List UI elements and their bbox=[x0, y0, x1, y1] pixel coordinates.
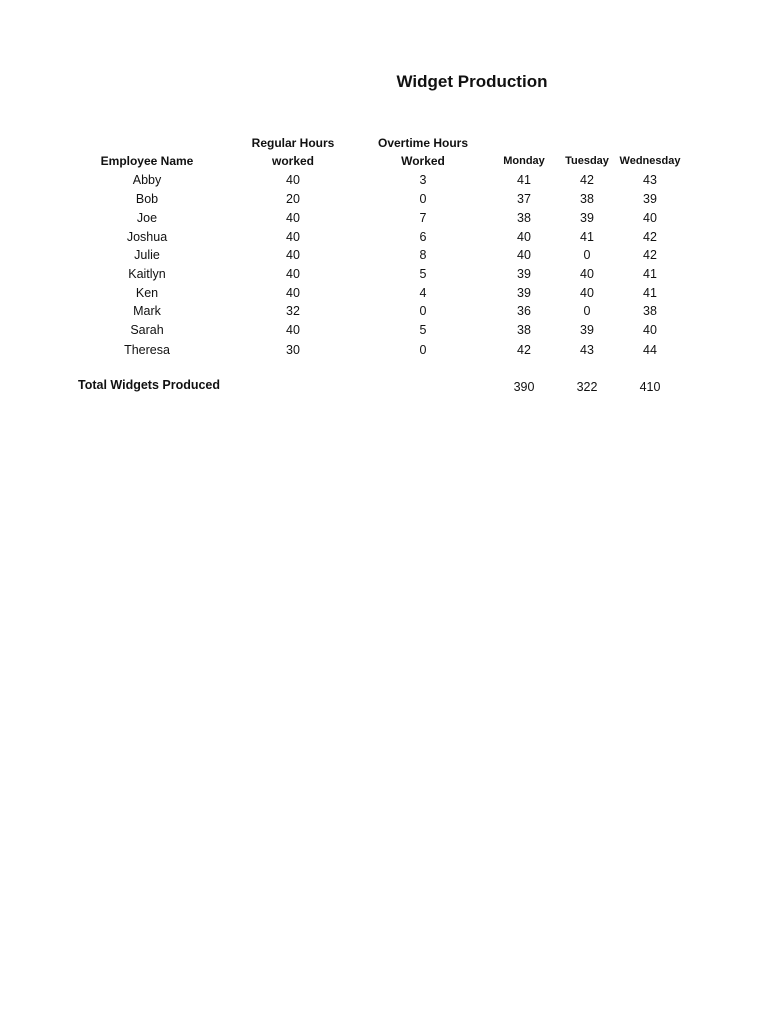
overtime-hours-cell: 7 bbox=[419, 211, 427, 225]
table-row bbox=[0, 209, 768, 227]
monday-cell: 40 bbox=[517, 248, 531, 262]
tuesday-cell: 0 bbox=[583, 248, 591, 262]
wednesday-cell: 44 bbox=[643, 343, 657, 357]
monday-cell: 36 bbox=[517, 304, 531, 318]
overtime-hours-cell: 0 bbox=[419, 343, 427, 357]
tuesday-cell: 0 bbox=[583, 304, 591, 318]
wednesday-cell: 41 bbox=[643, 267, 657, 281]
table-row bbox=[0, 265, 768, 283]
table-row bbox=[0, 246, 768, 264]
overtime-hours-cell: 3 bbox=[419, 173, 427, 187]
regular-hours-cell: 40 bbox=[286, 323, 300, 337]
tuesday-cell: 42 bbox=[580, 173, 594, 187]
monday-cell: 40 bbox=[517, 230, 531, 244]
employee-name-cell: Mark bbox=[133, 304, 161, 318]
table-row bbox=[0, 302, 768, 320]
regular-hours-cell: 20 bbox=[286, 192, 300, 206]
total-tuesday-cell: 322 bbox=[576, 380, 598, 394]
employee-name-cell: Theresa bbox=[124, 343, 170, 357]
wednesday-cell: 38 bbox=[643, 304, 657, 318]
wednesday-cell: 43 bbox=[643, 173, 657, 187]
regular-hours-cell: 40 bbox=[286, 267, 300, 281]
header-employee-name bbox=[87, 152, 207, 170]
header-monday bbox=[494, 152, 554, 170]
overtime-hours-cell: 6 bbox=[419, 230, 427, 244]
header-overtime-hours-line1: Overtime Hours bbox=[377, 136, 469, 150]
header-regular-hours-line1: Regular Hours bbox=[251, 136, 335, 150]
overtime-hours-cell: 0 bbox=[419, 192, 427, 206]
monday-cell: 39 bbox=[517, 267, 531, 281]
monday-cell: 39 bbox=[517, 286, 531, 300]
tuesday-cell: 38 bbox=[580, 192, 594, 206]
overtime-hours-cell: 4 bbox=[419, 286, 427, 300]
regular-hours-cell: 40 bbox=[286, 248, 300, 262]
regular-hours-cell: 40 bbox=[286, 286, 300, 300]
header-tuesday-label: Tuesday bbox=[565, 155, 609, 167]
regular-hours-cell: 40 bbox=[286, 173, 300, 187]
tuesday-cell: 39 bbox=[580, 323, 594, 337]
monday-cell: 38 bbox=[517, 211, 531, 225]
tuesday-cell: 39 bbox=[580, 211, 594, 225]
regular-hours-cell: 30 bbox=[286, 343, 300, 357]
header-regular-hours bbox=[233, 134, 353, 170]
wednesday-cell: 42 bbox=[643, 248, 657, 262]
wednesday-cell: 42 bbox=[643, 230, 657, 244]
wednesday-cell: 41 bbox=[643, 286, 657, 300]
regular-hours-cell: 32 bbox=[286, 304, 300, 318]
header-wednesday-label: Wednesday bbox=[619, 155, 681, 167]
monday-cell: 37 bbox=[517, 192, 531, 206]
totals-row bbox=[0, 378, 768, 396]
tuesday-cell: 41 bbox=[580, 230, 594, 244]
tuesday-cell: 43 bbox=[580, 343, 594, 357]
header-wednesday bbox=[615, 152, 685, 170]
page-title: Widget Production bbox=[396, 72, 548, 91]
employee-name-cell: Kaitlyn bbox=[128, 267, 166, 281]
overtime-hours-cell: 8 bbox=[419, 248, 427, 262]
total-wednesday-cell: 410 bbox=[639, 380, 661, 394]
employee-name-cell: Joshua bbox=[126, 230, 168, 244]
header-regular-hours-line2: worked bbox=[271, 154, 314, 168]
table-row bbox=[0, 341, 768, 359]
table-row bbox=[0, 321, 768, 339]
table-row bbox=[0, 171, 768, 189]
tuesday-cell: 40 bbox=[580, 286, 594, 300]
wednesday-cell: 40 bbox=[643, 211, 657, 225]
tuesday-cell: 40 bbox=[580, 267, 594, 281]
wednesday-cell: 39 bbox=[643, 192, 657, 206]
wednesday-cell: 40 bbox=[643, 323, 657, 337]
employee-name-cell: Julie bbox=[134, 248, 160, 262]
employee-name-cell: Abby bbox=[132, 173, 162, 187]
regular-hours-cell: 40 bbox=[286, 211, 300, 225]
regular-hours-cell: 40 bbox=[286, 230, 300, 244]
header-overtime-hours-line2: Worked bbox=[401, 154, 445, 168]
table-row bbox=[0, 190, 768, 208]
table-row bbox=[0, 228, 768, 246]
monday-cell: 38 bbox=[517, 323, 531, 337]
header-monday-label: Monday bbox=[503, 155, 545, 167]
employee-name-cell: Sarah bbox=[130, 323, 164, 337]
header-employee-name-label: Employee Name bbox=[100, 154, 194, 168]
monday-cell: 42 bbox=[517, 343, 531, 357]
overtime-hours-cell: 5 bbox=[419, 267, 427, 281]
overtime-hours-cell: 5 bbox=[419, 323, 427, 337]
header-tuesday bbox=[557, 152, 617, 170]
header-overtime-hours bbox=[358, 134, 488, 170]
total-widgets-label: Total Widgets Produced bbox=[78, 378, 221, 392]
table-row bbox=[0, 284, 768, 302]
employee-name-cell: Bob bbox=[135, 192, 159, 206]
monday-cell: 41 bbox=[517, 173, 531, 187]
total-monday-cell: 390 bbox=[513, 380, 535, 394]
employee-name-cell: Ken bbox=[135, 286, 159, 300]
employee-name-cell: Joe bbox=[136, 211, 158, 225]
overtime-hours-cell: 0 bbox=[419, 304, 427, 318]
